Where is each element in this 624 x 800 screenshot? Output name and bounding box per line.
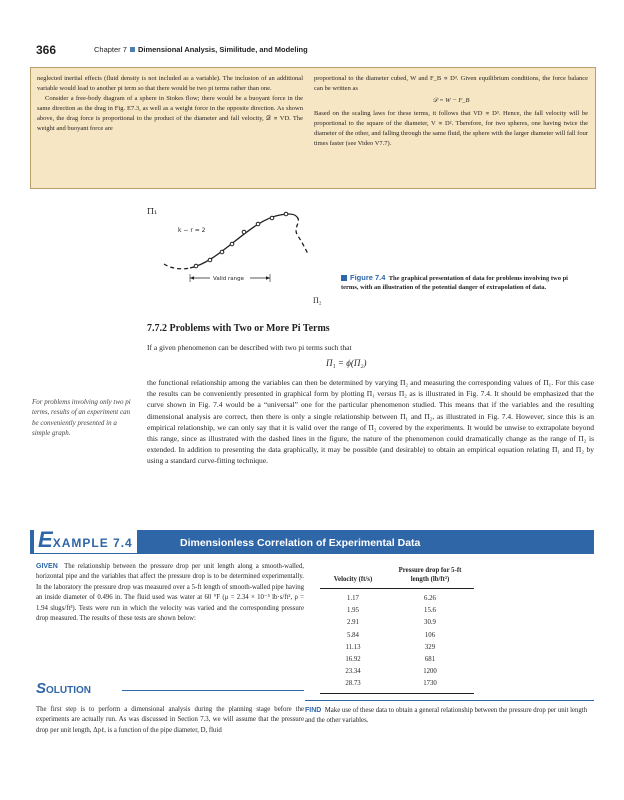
velocity-cell: 28.73 [320, 678, 386, 693]
velocity-cell: 5.84 [347, 631, 359, 639]
table-row [320, 630, 474, 642]
find-rule [305, 700, 594, 701]
pressure-drop-cell: 6.26 [424, 595, 436, 602]
data-point [270, 216, 274, 220]
velocity-cell: 11.13 [345, 643, 361, 651]
box-right-paragraph-2: Based on the scaling laws for these terms, it follows that VD ∝ D³. Hence, the fall velocity will be proportional to the square of the diameter, V ∝ D². Therefore, for two spheres, one having twice the diameter of the other, and falling through the same fluid, the sphere with the larger diameter will fall four times faster (see Video V7.7). [314, 110, 588, 147]
curve-label: k − r = 2 [178, 227, 206, 234]
data-point [230, 242, 234, 246]
given-tag: GIVEN [36, 563, 58, 570]
table-row [320, 589, 474, 606]
box-force-balance-equation: 𝒟 = W − F_B [432, 97, 470, 104]
figure-label [341, 273, 385, 282]
pressure-drop-cell: 1730 [386, 678, 474, 693]
caption-square-icon [341, 275, 347, 281]
table-row [320, 617, 474, 629]
pressure-drop-cell: 329 [424, 643, 436, 651]
given-text: The relationship between the pressure drop per unit length along a smooth-walled, horizontal pipe and the variables that affect the pressure drop is to be determined experimentally. In the laboratory the pressure drop was measured over a 5-ft length of smooth-walled pipe having an inside diameter of 0.496 in. The fluid used was water at 60 °F (μ = 2.34 × 10⁻⁵ lb·s/ft², ρ = 1.94 slugs/ft³). Tests were run in which the velocity was varied and the corresponding pressure drop measured. The results of these tests are shown below: [36, 563, 304, 623]
solution-label [36, 680, 91, 698]
find-tag: FIND [305, 707, 322, 714]
data-point [194, 264, 198, 268]
pressure-drop-cell: 106 [424, 631, 436, 639]
valid-range-label: Valid range [213, 276, 244, 282]
table-body [320, 589, 474, 694]
chapter-label: Chapter 7 [94, 45, 127, 54]
figure-caption [341, 273, 571, 292]
find-section [305, 706, 595, 727]
data-point [284, 212, 288, 216]
figure-number: Figure 7.4 [350, 273, 386, 282]
page-number: 366 [36, 43, 57, 57]
box-right-column [314, 74, 588, 149]
table-row [320, 666, 474, 678]
section-body-paragraph: the functional relationship among the variables can then be determined by varying Π₂ and measuring the corresponding values of Π₁. For this case the results can be conveniently presented in graphical form by plotting Π₁ versus Π₂ as is illustrated in Fig. 7.4. It should be emphasized that the curve shown in Fig. 7.4 would be a “universal” one for the particular phenomenon studied. This means that if the variables and the resulting dimensional analysis are correct, then there is only a single relationship between Π₁ and Π₂, as illustrated in Fig. 7.4. However, since this is an empirical relationship, we can only say that it is valid over the range of Π₂ covered by the experiments. It would be unwise to extrapolate beyond this range, since as illustrated with the dashed lines in the figure, the nature of the phenomenon could dramatically change as the range of Π₂ is extended. In addition to presenting the data graphically, it may be possible (and desirable) to obtain an empirical equation relating Π₁ and Π₂ by using a standard curve-fitting technique. [147, 378, 594, 466]
velocity-cell: 23.34 [345, 668, 361, 676]
velocity-cell: 2.91 [347, 619, 359, 627]
solution-label-initial: S [36, 680, 47, 697]
example-label-rest: XAMPLE 7.4 [52, 536, 133, 550]
range-arrow-left-head-icon [190, 276, 194, 279]
y-axis-label: Π₁ [147, 207, 158, 216]
table-row [320, 678, 474, 693]
table-row [320, 605, 474, 617]
table-row [320, 654, 474, 666]
continued-example-box [30, 67, 596, 189]
section-equation: Π₁ = ϕ(Π₂) [326, 358, 367, 368]
margin-note: For problems involving only two pi terms, results of an experiment can be conveniently presented in a simple graph. [32, 398, 131, 438]
section-body [147, 377, 594, 467]
x-axis-label: Π₂ [313, 296, 322, 305]
pressure-drop-cell: 30.9 [424, 619, 436, 627]
box-left-paragraph-1: neglected inertial effects (fluid density is not included as a variable). The inclusion of an additional variable would lead to another pi term so that there would be two pi terms rather than one. [37, 75, 303, 92]
figure-caption-text: The graphical presentation of data for problems involving two pi terms, with an illustration of the potential danger of extrapolation of data. [341, 275, 568, 291]
box-left-paragraph-2: Consider a free-body diagram of a sphere in Stokes flow; there would be a buoyant force in the same direction as the drag in Fig. E7.3, as well as a weight force in the opposite direction. As shown above, the drag force is proportional to the product of the diameter and fall velocity, 𝒟 ∝ VD. The weight and buoyant force are [37, 95, 303, 132]
right-extrapolation-dashed-line [296, 217, 308, 254]
section-intro: If a given phenomenon can be described with two pi terms such that [147, 343, 352, 352]
find-text: Make use of these data to obtain a general relationship between the pressure drop per unit length and the other variables. [305, 707, 588, 725]
data-point [242, 230, 246, 234]
solution-rule [122, 690, 304, 691]
valid-range-curve [190, 214, 297, 268]
example-label-initial: E [38, 527, 53, 552]
box-right-paragraph-1: proportional to the diameter cubed, W and F_B ∝ D³. Given equilibrium conditions, the force balance can be written as [314, 75, 588, 92]
velocity-cell: 16.92 [345, 656, 361, 664]
pressure-drop-cell: 1200 [423, 668, 437, 676]
data-table [320, 566, 474, 694]
range-arrow-right-head-icon [266, 276, 270, 279]
running-header [94, 45, 308, 54]
solution-text: The first step is to perform a dimensional analysis during the planning stage before the experiments are actually run. As was discussed in Section 7.3, we will assume that the pressure drop per unit length, Δpℓ, is a function of the pipe diameter, D, fluid [36, 706, 304, 734]
solution-label-rest: OLUTION [46, 685, 92, 696]
table-row [320, 642, 474, 654]
table-header-pressure-drop: Pressure drop for 5-ft length (lb/ft²) [386, 566, 474, 589]
data-point [208, 258, 212, 262]
box-left-column [37, 74, 303, 134]
left-extrapolation-dashed-line [164, 264, 190, 269]
data-point [220, 250, 224, 254]
chapter-title: Dimensional Analysis, Similitude, and Modeling [137, 45, 308, 54]
given-section [36, 562, 304, 624]
example-label [34, 527, 137, 553]
pressure-drop-cell: 681 [424, 656, 436, 664]
figure-7-4-graph [140, 200, 340, 310]
velocity-cell: 1.17 [347, 595, 359, 602]
velocity-cell: 1.95 [347, 607, 359, 615]
example-title: Dimensionless Correlation of Experimental Data [180, 537, 421, 549]
table-header-velocity: Velocity (ft/s) [320, 566, 386, 589]
data-point [256, 222, 260, 226]
pressure-drop-cell: 15.6 [424, 607, 436, 615]
section-title: 7.7.2 Problems with Two or More Pi Terms [147, 323, 330, 334]
bullet-square-icon [130, 47, 135, 52]
